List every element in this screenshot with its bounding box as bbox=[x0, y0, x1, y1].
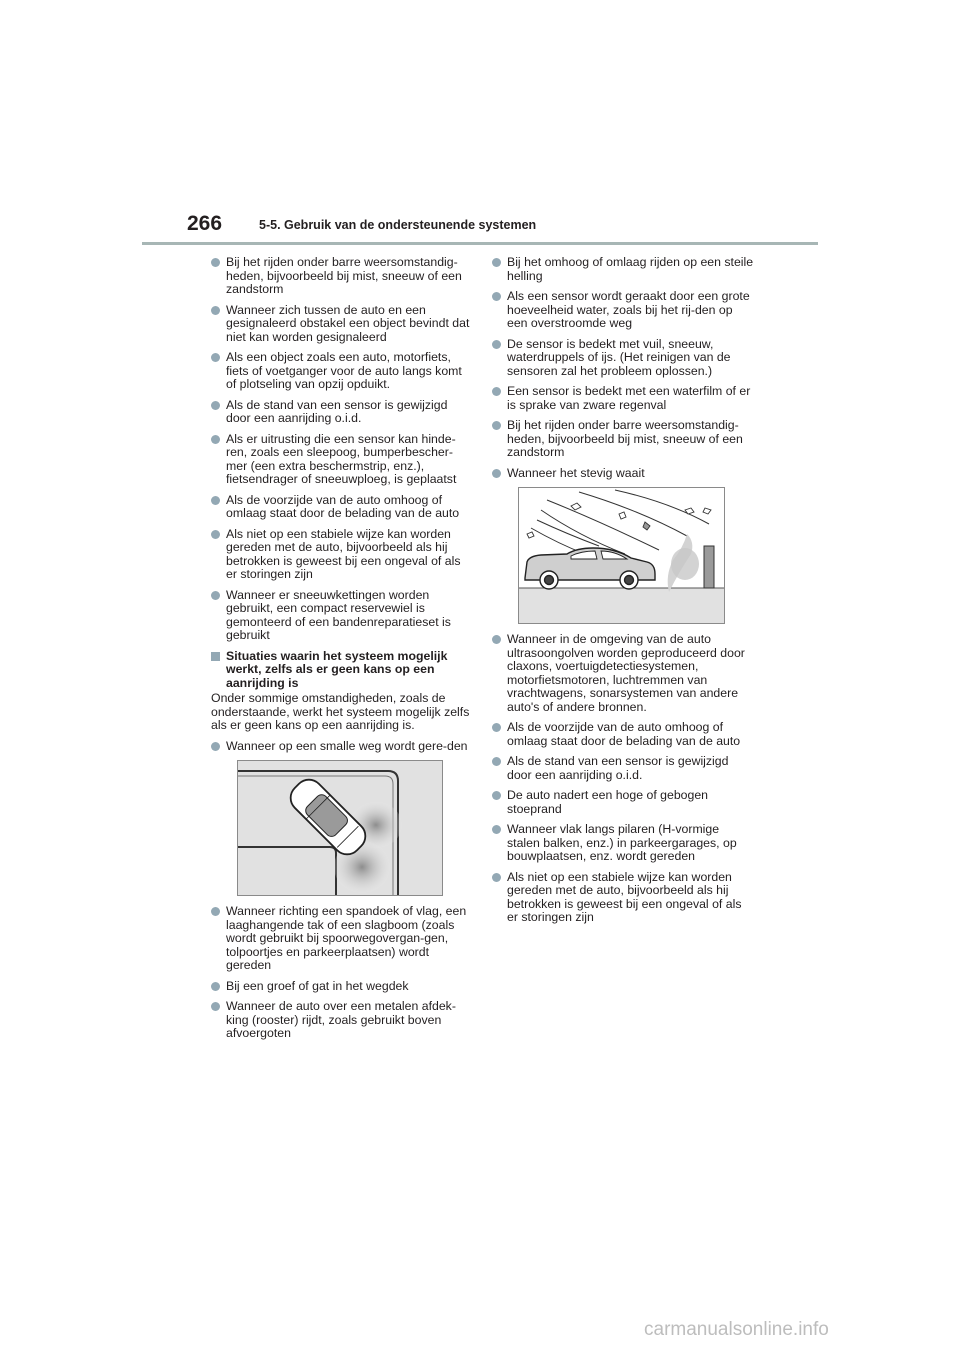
list-item bbox=[211, 399, 474, 426]
list-item bbox=[211, 494, 474, 521]
list-item-text: Als een object zoals een auto, motorfiets, fiets of voetganger voor de auto langs komt of plotseling van opzij opduikt. bbox=[226, 350, 462, 391]
left-column bbox=[211, 256, 474, 1048]
list-item-text: Wanneer het stevig waait bbox=[507, 465, 645, 480]
list-item bbox=[492, 871, 755, 925]
list-item-text: Als niet op een stabiele wijze kan worden gereden met de auto, bijvoorbeeld als hij betrokken is geweest bij een ongeval of als er storingen zijn bbox=[507, 869, 742, 924]
list-item bbox=[211, 528, 474, 582]
list-item-text: Bij een groef of gat in het wegdek bbox=[226, 978, 409, 993]
watermark: carmanualsonline.info bbox=[644, 1319, 829, 1340]
list-item bbox=[211, 980, 474, 994]
list-item-text: Een sensor is bedekt met een waterfilm of er is sprake van zware regenval bbox=[507, 384, 751, 412]
list-item-text: Als de voorzijde van de auto omhoog of omlaag staat door de belading van de auto bbox=[226, 492, 460, 520]
list-item-text: Bij het omhoog of omlaag rijden op een steile helling bbox=[507, 255, 754, 283]
list-item bbox=[492, 823, 755, 864]
bullet-icon bbox=[211, 353, 220, 362]
list-item bbox=[492, 755, 755, 782]
list-item bbox=[492, 290, 755, 331]
bullet-icon bbox=[492, 791, 501, 800]
bullet-icon bbox=[211, 907, 220, 916]
list-item-text: De sensor is bedekt met vuil, sneeuw, waterdruppels of ijs. (Het reinigen van de sensoren zal het probleem oplossen.) bbox=[507, 336, 731, 378]
list-item bbox=[211, 256, 474, 297]
bullet-icon bbox=[211, 982, 220, 991]
list-item bbox=[492, 467, 755, 481]
bullet-icon bbox=[211, 435, 220, 444]
bullet-icon bbox=[211, 306, 220, 315]
list-item bbox=[211, 905, 474, 973]
list-item-text: Als de voorzijde van de auto omhoog of omlaag staat door de belading van de auto bbox=[507, 720, 741, 748]
bullet-icon bbox=[492, 340, 501, 349]
list-item-text: Bij het rijden onder barre weersomstandig-heden, bijvoorbeeld bij mist, sneeuw of een zandstorm bbox=[226, 255, 462, 296]
bullet-icon bbox=[492, 469, 501, 478]
paragraph: Onder sommige omstandigheden, zoals de onderstaande, werkt het systeem mogelijk zelfs als er geen kans op een aanrijding is. bbox=[211, 691, 470, 732]
list-item bbox=[211, 740, 474, 754]
list-item-text: Wanneer er sneeuwkettingen worden gebruikt, een compact reservewiel is gemonteerd of een bandenreparatieset is gebruikt bbox=[226, 587, 451, 642]
list-item-text: Als niet op een stabiele wijze kan worden gereden met de auto, bijvoorbeeld als hij betrokken is geweest bij een ongeval of als er storingen zijn bbox=[226, 526, 461, 581]
bullet-icon bbox=[492, 757, 501, 766]
section-title: 5-5. Gebruik van de ondersteunende systemen bbox=[259, 218, 537, 232]
list-item-text: Bij het rijden onder barre weersomstandig-heden, bijvoorbeeld bij mist, sneeuw of een zandstorm bbox=[507, 418, 743, 459]
bullet-icon bbox=[211, 591, 220, 600]
list-item bbox=[492, 633, 755, 714]
bullet-icon bbox=[492, 258, 501, 267]
list-item-text: De auto nadert een hoge of gebogen stoeprand bbox=[507, 788, 709, 816]
strong-wind-illustration bbox=[518, 487, 725, 624]
list-item-text: Wanneer zich tussen de auto en een gesignaleerd obstakel een object bevindt dat niet kan worden gesignaleerd bbox=[226, 302, 470, 344]
list-item-text: Wanneer op een smalle weg wordt gere-den bbox=[226, 738, 468, 753]
header-rule bbox=[142, 242, 818, 245]
bullet-icon bbox=[492, 635, 501, 644]
list-item bbox=[211, 589, 474, 643]
bullet-icon bbox=[492, 825, 501, 834]
bullet-icon bbox=[211, 258, 220, 267]
subheading-text: Situaties waarin het systeem mogelijk werkt, zelfs als er geen kans op een aanrijding is bbox=[226, 648, 448, 690]
bullet-icon bbox=[492, 873, 501, 882]
list-item bbox=[492, 721, 755, 748]
list-item bbox=[492, 789, 755, 816]
list-item-text: Wanneer de auto over een metalen afdek-king (rooster) rijdt, zoals gebruikt boven afvoergoten bbox=[226, 999, 456, 1040]
list-item-text: Als er uitrusting die een sensor kan hinde-ren, zoals een sleepoog, bumperbescher-mer (een extra beschermstrip, enz.), fietsendrager of sneeuwploeg, is geplaatst bbox=[226, 431, 457, 486]
list-item-text: Wanneer richting een spandoek of vlag, een laaghangende tak of een slagboom (zoals wordt gebruikt bij spoorwegovergan-gen, tolpoortjes en parkeerplaatsen) wordt gereden bbox=[226, 904, 467, 972]
list-item bbox=[211, 304, 474, 345]
list-item-text: Wanneer in de omgeving van de auto ultrasoongolven worden geproduceerd door claxons, voertuigdetectiesystemen, motorfietsmotoren, luchtremmen van vrachtwagens, sonarsystemen van andere auto's of andere bronnen. bbox=[507, 632, 745, 714]
list-item-text: Als de stand van een sensor is gewijzigd door een aanrijding o.i.d. bbox=[226, 397, 448, 425]
bullet-icon bbox=[492, 292, 501, 301]
bullet-icon bbox=[492, 421, 501, 430]
bullet-icon bbox=[492, 723, 501, 732]
list-item bbox=[492, 385, 755, 412]
list-item bbox=[492, 338, 755, 379]
bullet-icon bbox=[211, 496, 220, 505]
list-item-text: Als de stand van een sensor is gewijzigd door een aanrijding o.i.d. bbox=[507, 754, 729, 782]
list-item-text: Wanneer vlak langs pilaren (H-vormige stalen balken, enz.) in parkeergarages, op bouwplaatsen, enz. wordt gereden bbox=[507, 822, 737, 863]
list-item bbox=[211, 1000, 474, 1041]
bullet-icon bbox=[211, 1002, 220, 1011]
square-bullet-icon bbox=[211, 652, 220, 661]
narrow-road-illustration bbox=[237, 760, 443, 896]
bullet-icon bbox=[211, 401, 220, 410]
right-column bbox=[492, 256, 755, 932]
list-item bbox=[492, 419, 755, 460]
bullet-icon bbox=[492, 387, 501, 396]
list-item bbox=[211, 351, 474, 392]
list-item bbox=[492, 256, 755, 283]
bullet-icon bbox=[211, 530, 220, 539]
page-number: 266 bbox=[187, 212, 223, 235]
bullet-icon bbox=[211, 742, 220, 751]
list-item bbox=[211, 433, 474, 487]
list-item-text: Als een sensor wordt geraakt door een grote hoeveelheid water, zoals bij het rij-den op een overstroomde weg bbox=[507, 289, 750, 330]
subheading bbox=[211, 650, 474, 691]
